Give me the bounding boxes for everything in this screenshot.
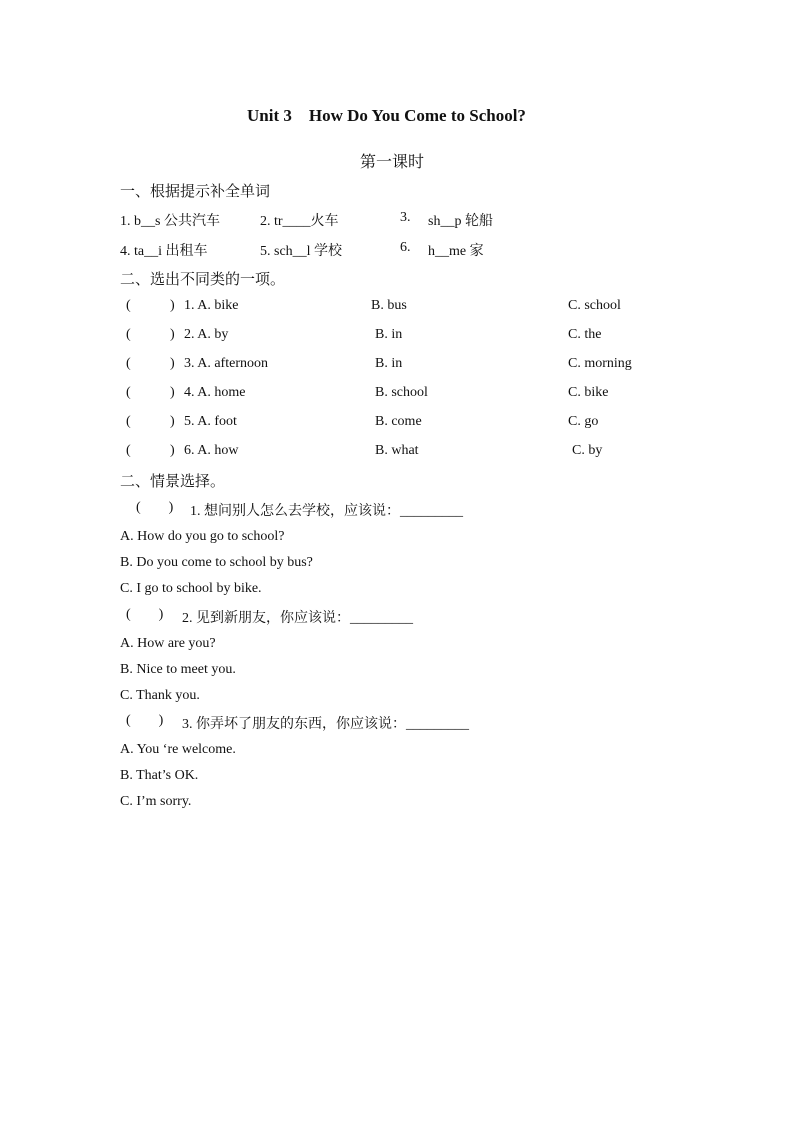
- q1-option-c: C. I go to school by bike.: [120, 581, 262, 596]
- answer-bracket-open[interactable]: (: [126, 298, 131, 313]
- s1-item-4: 4. ta__i 出租车: [120, 244, 208, 259]
- answer-bracket-close: ): [170, 414, 175, 429]
- option-c: C. school: [568, 298, 621, 313]
- q3-stem: 3. 你弄坏了朋友的东西，你应该说：_________: [182, 717, 469, 732]
- section2-heading: 二、选出不同类的一项。: [120, 272, 286, 288]
- option-c: C. go: [568, 414, 599, 429]
- q2-stem: 2. 见到新朋友，你应该说：_________: [182, 611, 413, 626]
- option-c: C. the: [568, 327, 602, 342]
- answer-bracket-close: ): [170, 298, 175, 313]
- option-c: C. by: [572, 443, 603, 458]
- answer-bracket-open[interactable]: (: [126, 356, 131, 371]
- s1-item-5: 5. sch__l 学校: [260, 244, 343, 259]
- q1-answer-bracket[interactable]: ( ): [136, 500, 174, 515]
- answer-bracket-open[interactable]: (: [126, 327, 131, 342]
- section3-heading: 二、情景选择。: [120, 474, 226, 490]
- option-b: B. come: [375, 414, 422, 429]
- q3-option-a: A. You ‘re welcome.: [120, 742, 236, 757]
- page-title: Unit 3 How Do You Come to School?: [247, 106, 526, 125]
- option-a: 5. A. foot: [184, 414, 237, 429]
- answer-bracket-open[interactable]: (: [126, 414, 131, 429]
- option-b: B. in: [375, 356, 403, 371]
- s1-item-3-num: 3.: [400, 210, 411, 225]
- option-c: C. bike: [568, 385, 609, 400]
- s1-item-2: 2. tr____火车: [260, 214, 339, 229]
- q2-answer-bracket[interactable]: ( ): [126, 607, 164, 622]
- q1-stem: 1. 想问别人怎么去学校，应该说：_________: [190, 504, 463, 519]
- q3-option-b: B. That’s OK.: [120, 768, 199, 783]
- option-c: C. morning: [568, 356, 632, 371]
- q2-option-b: B. Nice to meet you.: [120, 662, 236, 677]
- answer-bracket-close: ): [170, 385, 175, 400]
- s1-item-1: 1. b__s 公共汽车: [120, 214, 220, 229]
- s1-item-6-num: 6.: [400, 240, 411, 255]
- option-b: B. school: [375, 385, 428, 400]
- answer-bracket-open[interactable]: (: [126, 443, 131, 458]
- option-b: B. in: [375, 327, 403, 342]
- option-a: 4. A. home: [184, 385, 246, 400]
- answer-bracket-close: ): [170, 356, 175, 371]
- option-a: 1. A. bike: [184, 298, 239, 313]
- lesson-subtitle: 第一课时: [360, 154, 425, 171]
- answer-bracket-open[interactable]: (: [126, 385, 131, 400]
- answer-bracket-close: ): [170, 443, 175, 458]
- s1-item-3: sh__p 轮船: [428, 214, 493, 229]
- answer-bracket-close: ): [170, 327, 175, 342]
- option-a: 6. A. how: [184, 443, 239, 458]
- q3-answer-bracket[interactable]: ( ): [126, 713, 164, 728]
- q2-option-c: C. Thank you.: [120, 688, 200, 703]
- option-a: 3. A. afternoon: [184, 356, 268, 371]
- q2-option-a: A. How are you?: [120, 636, 216, 651]
- option-b: B. what: [375, 443, 419, 458]
- option-a: 2. A. by: [184, 327, 229, 342]
- option-b: B. bus: [371, 298, 407, 313]
- section1-heading: 一、根据提示补全单词: [120, 184, 271, 200]
- q1-option-a: A. How do you go to school?: [120, 529, 285, 544]
- s1-item-6: h__me 家: [428, 244, 484, 259]
- q1-option-b: B. Do you come to school by bus?: [120, 555, 313, 570]
- q3-option-c: C. I’m sorry.: [120, 794, 192, 809]
